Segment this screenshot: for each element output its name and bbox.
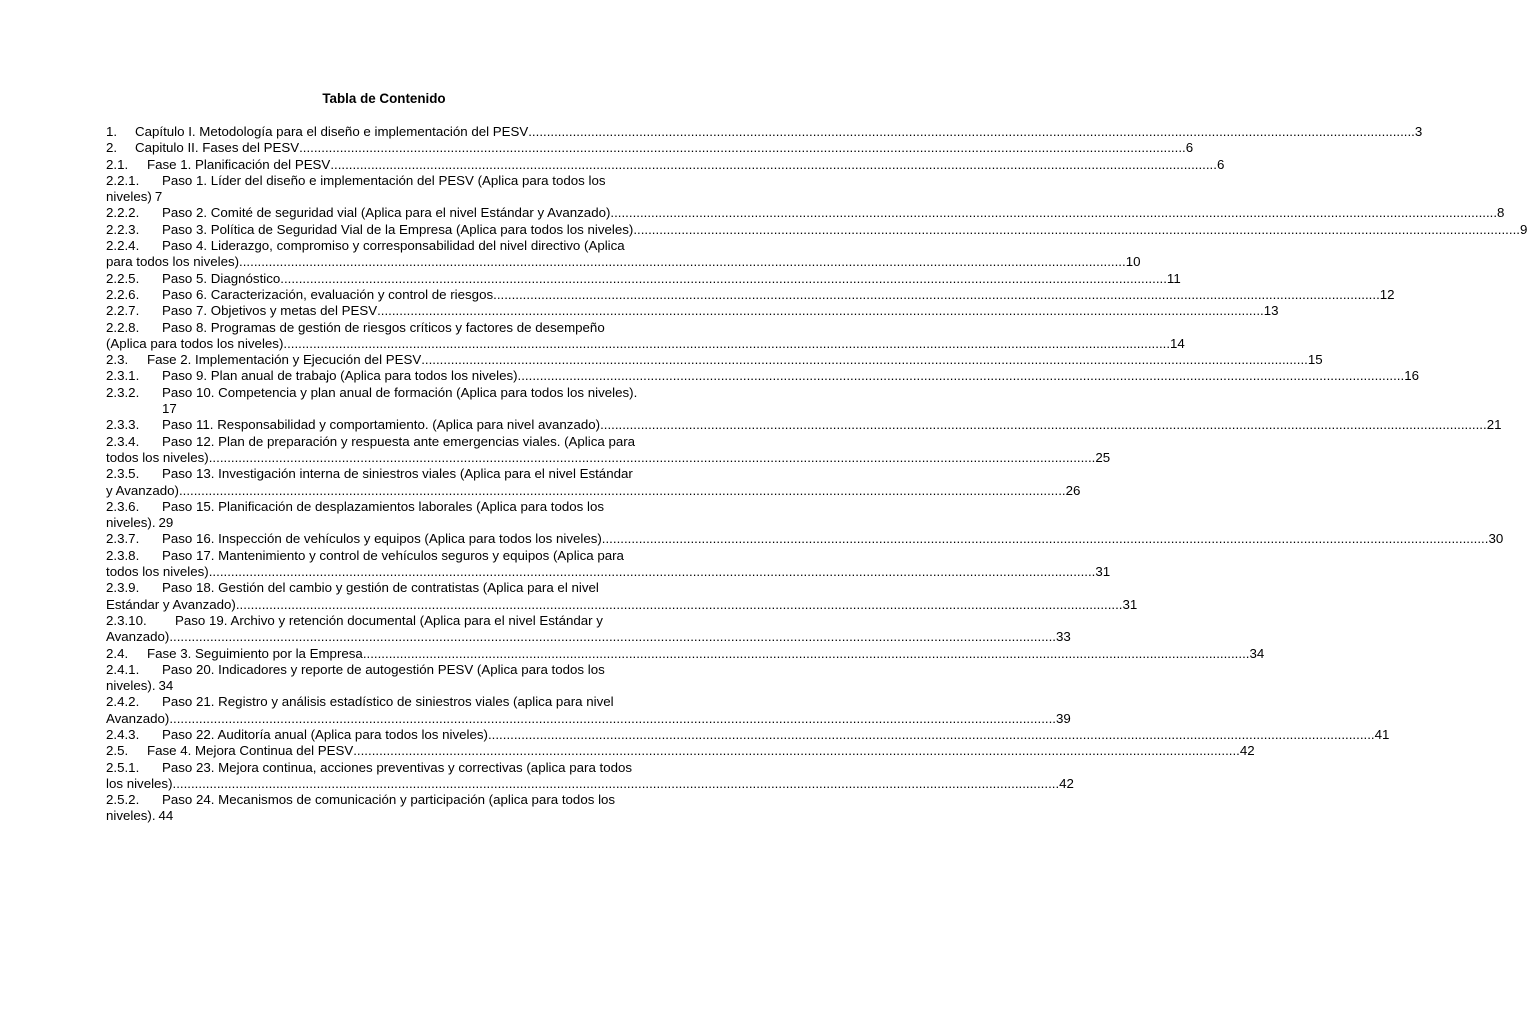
toc-entry-title-cont: niveles). bbox=[106, 515, 156, 531]
toc-page-number: 26 bbox=[1065, 482, 1081, 498]
toc-entry-line bbox=[106, 368, 1419, 384]
toc-entry-line bbox=[106, 760, 660, 776]
toc-entry-title: Paso 12. Plan de preparación y respuesta ante emergencias viales. (Aplica para bbox=[162, 433, 636, 449]
toc-entry[interactable] bbox=[106, 221, 1527, 238]
toc-entry-line bbox=[106, 613, 660, 629]
toc-entry-number: 2.2.8. bbox=[106, 319, 140, 335]
toc-page-number: 30 bbox=[1488, 531, 1504, 547]
toc-entry[interactable] bbox=[106, 612, 1071, 646]
toc-entry-line bbox=[106, 140, 1194, 156]
toc-entry-title: Paso 10. Competencia y plan anual de formación (Aplica para todos los niveles). bbox=[162, 384, 638, 400]
toc-entry[interactable] bbox=[106, 352, 1323, 368]
dot-leader bbox=[488, 727, 1375, 743]
toc-entry-line bbox=[106, 792, 660, 808]
toc-page-number: 6 bbox=[1185, 140, 1194, 156]
toc-entry-number: 2.4.2. bbox=[106, 694, 140, 710]
toc-entry[interactable] bbox=[106, 205, 1505, 221]
toc-entry-title: Paso 20. Indicadores y reporte de autogestión PESV (Aplica para todos los bbox=[162, 661, 605, 677]
toc-entry-line bbox=[106, 726, 1390, 743]
toc-entry-number: 2.2.1. bbox=[106, 172, 140, 188]
table-of-contents bbox=[106, 124, 1527, 825]
toc-entry-title: Fase 1. Planificación del PESV bbox=[147, 156, 331, 172]
toc-entry-line bbox=[106, 320, 660, 336]
toc-entry-number: 2.3.2. bbox=[106, 384, 140, 400]
toc-page-number: 11 bbox=[1166, 270, 1181, 286]
dot-leader bbox=[169, 711, 1056, 727]
dot-leader bbox=[280, 271, 1167, 287]
toc-entry-number: 2.3.6. bbox=[106, 498, 140, 514]
toc-entry-number: 2.3. bbox=[106, 352, 129, 368]
dot-leader bbox=[209, 564, 1096, 580]
toc-entry-number: 2.3.7. bbox=[106, 531, 140, 547]
toc-entry-line bbox=[106, 270, 1181, 287]
toc-entry-title: Paso 3. Política de Seguridad Vial de la Empresa (Aplica para todos los niveles) bbox=[162, 221, 634, 237]
toc-entry-title-cont: (Aplica para todos los niveles) bbox=[106, 335, 284, 351]
toc-entry-continuation bbox=[106, 254, 1141, 270]
dot-leader bbox=[353, 743, 1240, 759]
dot-leader bbox=[239, 254, 1126, 270]
toc-entry[interactable] bbox=[106, 173, 660, 206]
dot-leader bbox=[363, 646, 1250, 662]
toc-entry-continuation bbox=[106, 449, 1111, 466]
toc-entry-line bbox=[106, 548, 660, 564]
toc-entry[interactable] bbox=[106, 726, 1390, 743]
toc-entry-title: Fase 2. Implementación y Ejecución del PESV bbox=[147, 352, 422, 368]
toc-page-number: 12 bbox=[1379, 286, 1395, 302]
toc-entry-title-cont: y Avanzado) bbox=[106, 482, 179, 498]
toc-entry[interactable] bbox=[106, 662, 660, 695]
toc-entry-continuation bbox=[106, 401, 660, 417]
toc-entry-line bbox=[106, 205, 1505, 221]
toc-entry-line bbox=[106, 662, 660, 678]
toc-entry[interactable] bbox=[106, 694, 1071, 727]
toc-entry-number: 2.4.3. bbox=[106, 726, 140, 742]
toc-page-number: 15 bbox=[1307, 352, 1323, 368]
toc-page-number: 6 bbox=[1216, 156, 1225, 172]
toc-entry[interactable] bbox=[106, 792, 660, 825]
toc-entry-line bbox=[106, 743, 1255, 759]
toc-entry-title-cont: los niveles) bbox=[106, 775, 173, 791]
dot-leader bbox=[518, 368, 1405, 384]
dot-leader bbox=[633, 222, 1520, 238]
toc-entry[interactable] bbox=[106, 466, 1081, 499]
toc-entry-number: 2.5.1. bbox=[106, 759, 140, 775]
toc-entry-title: Paso 17. Mantenimiento y control de vehículos seguros y equipos (Aplica para bbox=[162, 547, 624, 563]
toc-entry-number: 2.2.7. bbox=[106, 303, 140, 319]
toc-entry-line bbox=[106, 286, 1395, 303]
toc-entry-line bbox=[106, 499, 660, 515]
dot-leader bbox=[610, 205, 1497, 221]
toc-page-number: 31 bbox=[1095, 564, 1111, 580]
toc-entry-title-cont: Avanzado) bbox=[106, 629, 170, 645]
toc-entry-title: Paso 5. Diagnóstico bbox=[162, 270, 281, 286]
toc-entry-title: Paso 23. Mejora continua, acciones preventivas y correctivas (aplica para todos bbox=[162, 759, 633, 775]
toc-entry-line bbox=[106, 352, 1323, 368]
dot-leader bbox=[299, 140, 1186, 156]
dot-leader bbox=[169, 629, 1056, 645]
dot-leader bbox=[330, 157, 1217, 173]
toc-entry-line bbox=[106, 303, 1279, 319]
toc-entry-number: 2.3.1. bbox=[106, 368, 140, 384]
toc-entry-number: 1. bbox=[106, 124, 118, 139]
toc-entry-title-cont: niveles). bbox=[106, 678, 156, 694]
toc-page-number: 14 bbox=[1170, 335, 1185, 351]
toc-entry-number: 2.3.3. bbox=[106, 417, 140, 433]
toc-entry-title-cont: Estándar y Avanzado) bbox=[106, 596, 236, 612]
toc-entry-number: 2.2.5. bbox=[106, 270, 140, 286]
toc-entry-title: Paso 6. Caracterización, evaluación y control de riesgos bbox=[162, 286, 494, 302]
toc-entry-number: 2.1. bbox=[106, 156, 129, 172]
dot-leader bbox=[377, 303, 1264, 319]
toc-page-number: 41 bbox=[1374, 726, 1390, 742]
toc-entry[interactable] bbox=[106, 124, 1423, 140]
toc-page-number: 39 bbox=[1055, 710, 1071, 726]
toc-entry-continuation bbox=[106, 189, 660, 205]
toc-entry-continuation bbox=[106, 775, 1074, 792]
toc-entry-title-cont: todos los niveles) bbox=[106, 564, 209, 580]
toc-title: Tabla de Contenido bbox=[322, 91, 446, 106]
toc-entry-title: Paso 13. Investigación interna de siniestros viales (Aplica para el nivel Estándar bbox=[162, 466, 633, 482]
toc-entry-continuation bbox=[106, 808, 660, 824]
toc-entry-title: Fase 4. Mejora Continua del PESV bbox=[147, 743, 354, 759]
dot-leader bbox=[179, 483, 1066, 499]
toc-entry-title: Paso 16. Inspección de vehículos y equipos (Aplica para todos los niveles) bbox=[162, 531, 602, 547]
toc-entry[interactable] bbox=[106, 645, 1265, 662]
toc-entry-title-cont: Avanzado) bbox=[106, 710, 170, 726]
toc-entry[interactable] bbox=[106, 368, 1419, 384]
toc-entry[interactable] bbox=[106, 547, 1111, 581]
toc-page-number: 8 bbox=[1497, 205, 1505, 221]
toc-entry-number: 2.2.3. bbox=[106, 221, 140, 237]
toc-entry[interactable] bbox=[106, 140, 1194, 156]
toc-entry-title: Paso 8. Programas de gestión de riesgos críticos y factores de desempeño bbox=[162, 319, 605, 335]
toc-entry-number: 2.3.10. bbox=[106, 612, 147, 628]
toc-page-number: 16 bbox=[1404, 368, 1419, 384]
toc-entry-line bbox=[106, 173, 660, 189]
dot-leader bbox=[173, 776, 1060, 792]
toc-entry-number: 2.2.6. bbox=[106, 286, 140, 302]
toc-entry-title: Paso 1. Líder del diseño e implementación del PESV (Aplica para todos los bbox=[162, 172, 606, 188]
toc-page-number: 21 bbox=[1486, 417, 1502, 433]
toc-entry-title: Fase 3. Seguimiento por la Empresa bbox=[147, 645, 363, 661]
toc-entry[interactable] bbox=[106, 238, 1141, 271]
toc-page-number: 9 bbox=[1519, 221, 1527, 237]
toc-entry-continuation bbox=[106, 678, 660, 694]
toc-entry-title-cont: niveles) bbox=[106, 189, 152, 205]
toc-page-number: 31 bbox=[1122, 596, 1138, 612]
toc-page-number: 7 bbox=[154, 189, 163, 205]
toc-entry-title: Paso 18. Gestión del cambio y gestión de contratistas (Aplica para el nivel bbox=[162, 580, 599, 596]
toc-entry-continuation bbox=[106, 335, 1185, 352]
toc-page-number: 25 bbox=[1095, 449, 1111, 465]
toc-entry-line bbox=[106, 417, 1502, 433]
toc-entry-number: 2.4. bbox=[106, 645, 129, 661]
toc-entry[interactable] bbox=[106, 743, 1255, 759]
toc-page-number: 10 bbox=[1125, 254, 1141, 270]
toc-entry-line bbox=[106, 156, 1225, 173]
toc-page-number: 34 bbox=[1249, 645, 1265, 661]
dot-leader bbox=[236, 597, 1123, 613]
toc-entry[interactable] bbox=[106, 270, 1181, 287]
toc-page-number: 33 bbox=[1055, 629, 1071, 645]
toc-entry[interactable] bbox=[106, 499, 660, 532]
toc-entry[interactable] bbox=[106, 580, 1138, 613]
toc-entry-line bbox=[106, 645, 1265, 662]
toc-entry-title: Paso 19. Archivo y retención documental (Aplica para el nivel Estándar y bbox=[175, 612, 603, 628]
dot-leader bbox=[600, 417, 1487, 433]
toc-entry-title: Paso 7. Objetivos y metas del PESV bbox=[162, 303, 378, 319]
toc-entry-title: Paso 9. Plan anual de trabajo (Aplica para todos los niveles) bbox=[162, 368, 518, 384]
toc-entry-continuation bbox=[106, 629, 1071, 645]
toc-page-number: 29 bbox=[158, 515, 174, 531]
toc-page-number: 17 bbox=[162, 401, 177, 417]
dot-leader bbox=[209, 450, 1096, 466]
toc-entry-line bbox=[106, 434, 660, 450]
toc-entry-title: Capítulo I. Metodología para el diseño e implementación del PESV bbox=[135, 124, 529, 139]
toc-entry-line bbox=[106, 694, 660, 710]
toc-page-number: 42 bbox=[1239, 743, 1255, 759]
dot-leader bbox=[421, 352, 1308, 368]
toc-entry[interactable] bbox=[106, 156, 1225, 173]
dot-leader bbox=[528, 124, 1415, 140]
toc-entry-number: 2.3.5. bbox=[106, 466, 140, 482]
toc-entry-number: 2.2.2. bbox=[106, 205, 140, 221]
toc-entry[interactable] bbox=[106, 759, 1074, 793]
toc-page-number: 3 bbox=[1414, 124, 1423, 139]
toc-entry-continuation bbox=[106, 564, 1111, 580]
toc-entry-number: 2.2.4. bbox=[106, 238, 140, 254]
toc-entry-title-cont: niveles). bbox=[106, 808, 156, 824]
toc-page-number: 34 bbox=[158, 678, 174, 694]
dot-leader bbox=[493, 287, 1380, 303]
toc-entry-title: Paso 24. Mecanismos de comunicación y participación (aplica para todos los bbox=[162, 792, 616, 808]
toc-entry-number: 2.3.4. bbox=[106, 433, 140, 449]
toc-entry[interactable] bbox=[106, 303, 1279, 319]
toc-entry-title: Capitulo II. Fases del PESV bbox=[135, 140, 300, 156]
toc-entry-continuation bbox=[106, 482, 1081, 499]
toc-entry-line bbox=[106, 221, 1527, 238]
toc-entry-title-cont: para todos los niveles) bbox=[106, 254, 240, 270]
toc-entry-number: 2.4.1. bbox=[106, 661, 140, 677]
toc-entry-number: 2.5.2. bbox=[106, 792, 140, 808]
toc-entry-title: Paso 11. Responsabilidad y comportamiento. (Aplica para nivel avanzado) bbox=[162, 417, 601, 433]
dot-leader bbox=[283, 336, 1170, 352]
toc-entry-number: 2. bbox=[106, 140, 118, 156]
toc-entry-line bbox=[106, 124, 1423, 140]
toc-entry-continuation bbox=[106, 515, 660, 531]
toc-entry-line bbox=[106, 385, 660, 401]
toc-entry-continuation bbox=[106, 596, 1138, 613]
toc-entry-line bbox=[106, 238, 660, 254]
toc-entry-title: Paso 22. Auditoría anual (Aplica para todos los niveles) bbox=[162, 726, 488, 742]
toc-entry-number: 2.3.8. bbox=[106, 547, 140, 563]
toc-entry[interactable] bbox=[106, 385, 660, 418]
toc-entry-title: Paso 21. Registro y análisis estadístico de siniestros viales (aplica para nivel bbox=[162, 694, 614, 710]
toc-entry-continuation bbox=[106, 710, 1071, 727]
toc-entry[interactable] bbox=[106, 433, 1111, 467]
toc-page-number: 13 bbox=[1263, 303, 1279, 319]
toc-entry[interactable] bbox=[106, 531, 1504, 547]
toc-entry-line bbox=[106, 531, 1504, 547]
dot-leader bbox=[602, 531, 1489, 547]
toc-page-number: 42 bbox=[1059, 775, 1074, 791]
toc-entry-line bbox=[106, 580, 660, 596]
toc-entry[interactable] bbox=[106, 286, 1395, 303]
toc-entry-number: 2.3.9. bbox=[106, 580, 140, 596]
toc-entry-title: Paso 15. Planificación de desplazamientos laborales (Aplica para todos los bbox=[162, 498, 605, 514]
toc-entry-line bbox=[106, 466, 660, 482]
toc-entry[interactable] bbox=[106, 319, 1185, 353]
toc-entry-number: 2.5. bbox=[106, 743, 129, 759]
toc-page-number: 44 bbox=[158, 808, 174, 824]
toc-entry-title-cont: todos los niveles) bbox=[106, 449, 209, 465]
toc-entry[interactable] bbox=[106, 417, 1502, 433]
toc-entry-title: Paso 4. Liderazgo, compromiso y corresponsabilidad del nivel directivo (Aplica bbox=[162, 238, 625, 254]
toc-entry-title: Paso 2. Comité de seguridad vial (Aplica para el nivel Estándar y Avanzado) bbox=[162, 205, 611, 221]
